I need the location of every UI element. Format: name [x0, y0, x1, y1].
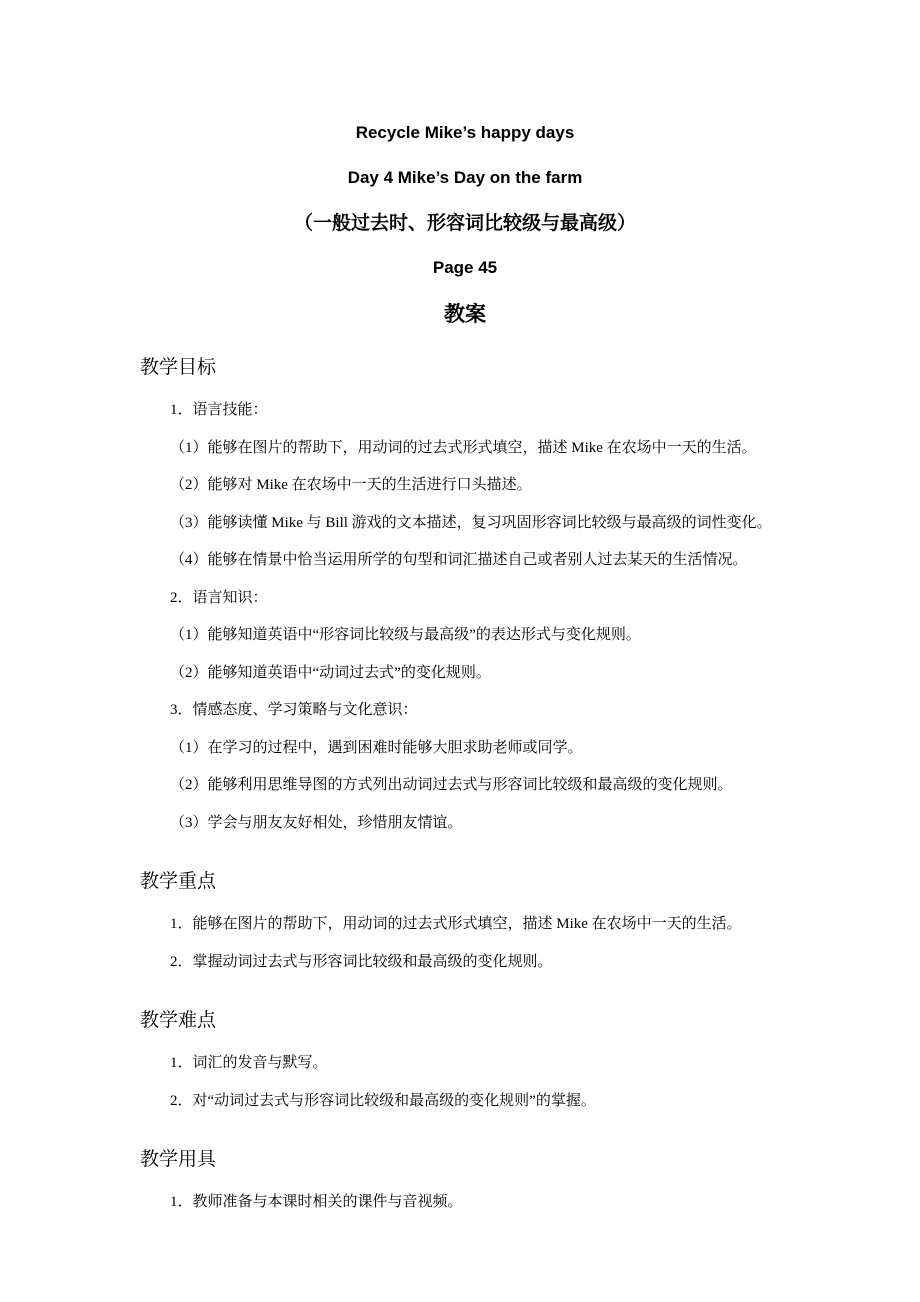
list-item: （3）能够读懂 Mike 与 Bill 游戏的文本描述，复习巩固形容词比较级与最高级的词性变化。: [170, 514, 772, 531]
title-line-english-1: Recycle Mike’s happy days: [355, 123, 575, 142]
list-item: 2．对“动词过去式与形容词比较级和最高级的变化规则”的掌握。: [170, 1092, 596, 1109]
list-item: 3．情感态度、学习策略与文化意识：: [170, 702, 418, 718]
section-heading: 教学难点: [140, 1010, 217, 1031]
section-heading: 教学重点: [140, 871, 217, 892]
section-teaching-difficulties: [140, 1007, 790, 1120]
list-item: 1．语言技能：: [170, 402, 268, 418]
list-item: （1）在学习的过程中，遇到困难时能够大胆求助老师或同学。: [170, 739, 583, 756]
list-item: （1）能够知道英语中“形容词比较级与最高级”的表达形式与变化规则。: [170, 627, 641, 643]
list-item: 1．词汇的发音与默写。: [170, 1055, 328, 1071]
document-type-title: 教案: [444, 302, 486, 326]
list-item: 1．能够在图片的帮助下，用动词的过去式形式填空，描述 Mike 在农场中一天的生活。: [170, 916, 742, 932]
section-teaching-key-points: [140, 868, 790, 981]
list-item: （2）能够利用思维导图的方式列出动词过去式与形容词比较级和最高级的变化规则。: [170, 777, 733, 793]
title-line-english-2: Day 4 Mike’s Day on the farm: [347, 168, 583, 187]
list-item: （1）能够在图片的帮助下，用动词的过去式形式填空，描述 Mike 在农场中一天的生活。: [170, 439, 757, 456]
title-block: [140, 122, 790, 328]
title-page-number: Page 45: [432, 258, 498, 277]
list-item: （2）能够对 Mike 在农场中一天的生活进行口头描述。: [170, 477, 532, 493]
list-item: （4）能够在情景中恰当运用所学的句型和词汇描述自己或者别人过去某天的生活情况。: [170, 552, 748, 568]
list-item: （2）能够知道英语中“动词过去式”的变化规则。: [170, 664, 491, 681]
list-item: （3）学会与朋友友好相处，珍惜朋友情谊。: [170, 814, 463, 831]
list-item: 2．掌握动词过去式与形容词比较级和最高级的变化规则。: [170, 953, 553, 970]
list-item: 1．教师准备与本课时相关的课件与音视频。: [170, 1194, 463, 1210]
section-teaching-goals: [140, 354, 790, 842]
title-line-chinese: （一般过去时、形容词比较级与最高级）: [293, 213, 636, 234]
section-heading: 教学用具: [140, 1149, 217, 1170]
list-item: 2．语言知识：: [170, 589, 268, 606]
section-teaching-tools: [140, 1146, 790, 1222]
section-heading: 教学目标: [140, 357, 217, 378]
